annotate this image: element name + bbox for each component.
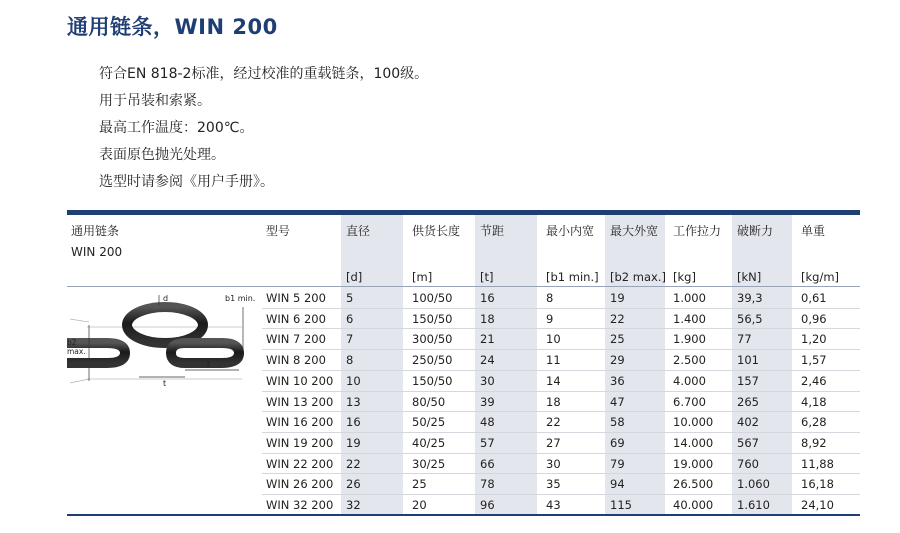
- column-header: 最大外宽: [610, 224, 659, 238]
- table-cell: 39,3: [737, 291, 763, 305]
- table-cell: 6: [346, 311, 354, 326]
- table-cell: 22: [610, 311, 625, 326]
- table-cell: 96: [480, 498, 495, 512]
- table-cell: 21: [480, 332, 495, 347]
- table-cell: 66: [480, 456, 495, 471]
- table-cell: 10.000: [673, 415, 714, 430]
- row-divider: [262, 370, 860, 371]
- dim-b2-max-label: max.: [67, 347, 86, 356]
- row-divider: [262, 411, 860, 412]
- row-divider: [262, 453, 860, 454]
- table-cell: 94: [610, 477, 625, 492]
- table-cell: 30/25: [412, 456, 446, 471]
- row-divider: [262, 391, 860, 392]
- table-cell: 22: [346, 456, 361, 471]
- table-cell: 1,20: [801, 332, 827, 347]
- table-cell: WIN 19 200: [266, 435, 334, 450]
- column-unit: [kg/m]: [801, 270, 840, 284]
- table-cell: 8,92: [801, 435, 827, 450]
- table-cell: WIN 13 200: [266, 394, 334, 409]
- table-cell: 30: [546, 456, 561, 471]
- column-header: 最小内宽: [546, 224, 595, 238]
- table-cell: 14.000: [673, 435, 714, 450]
- table-cell: WIN 8 200: [266, 353, 326, 368]
- chain-link-diagram: [67, 287, 259, 391]
- column-header: 破断力: [737, 224, 774, 238]
- table-cell: 402: [737, 415, 759, 430]
- column-unit: [d]: [346, 270, 363, 284]
- table-cell: 13: [346, 394, 361, 409]
- table-cell: 18: [546, 394, 561, 409]
- table-cell: 567: [737, 435, 759, 450]
- table-cell: 36: [610, 373, 625, 388]
- table-cell: 8: [346, 353, 354, 368]
- table-cell: 9: [546, 311, 554, 326]
- table-cell: 80/50: [412, 394, 446, 409]
- table-cell: 30: [480, 373, 495, 388]
- column-unit: [b1 min.]: [546, 270, 599, 284]
- table-cell: 69: [610, 435, 625, 450]
- table-cell: 0,96: [801, 311, 827, 326]
- table-cell: 16: [346, 415, 361, 430]
- table-cell: 25: [412, 477, 427, 492]
- table-cell: 22: [546, 415, 561, 430]
- table-cell: 77: [737, 332, 752, 347]
- table-cell: 40.000: [673, 498, 714, 512]
- table-cell: 24,10: [801, 498, 834, 512]
- table-cell: 760: [737, 456, 759, 471]
- table-cell: 10: [546, 332, 561, 347]
- table-cell: 19.000: [673, 456, 714, 471]
- table-cell: 8: [546, 291, 554, 305]
- table-group-sub: WIN 200: [71, 245, 123, 259]
- table-cell: 250/50: [412, 353, 453, 368]
- feature-item: 最高工作温度：200℃。: [99, 120, 254, 136]
- table-cell: 150/50: [412, 311, 453, 326]
- table-bottom-rule: [67, 514, 860, 516]
- row-divider: [262, 494, 860, 495]
- row-divider: [262, 473, 860, 474]
- table-cell: 57: [480, 435, 495, 450]
- table-cell: 7: [346, 332, 354, 347]
- table-cell: WIN 7 200: [266, 332, 326, 347]
- column-unit: [kN]: [737, 270, 762, 284]
- chain-link-right: [171, 343, 239, 363]
- column-header: 节距: [480, 224, 505, 238]
- table-cell: 11,88: [801, 456, 834, 471]
- table-cell: WIN 5 200: [266, 291, 326, 305]
- table-cell: 10: [346, 373, 361, 388]
- table-cell: 26.500: [673, 477, 714, 492]
- dim-t-label: t: [207, 360, 211, 369]
- table-cell: 150/50: [412, 373, 453, 388]
- dim-b2-label: b2: [67, 338, 77, 347]
- table-cell: 115: [610, 498, 632, 512]
- row-divider: [262, 328, 860, 329]
- table-cell: 32: [346, 498, 361, 512]
- column-unit: [kg]: [673, 270, 696, 284]
- table-cell: WIN 10 200: [266, 373, 334, 388]
- table-cell: 1.000: [673, 291, 706, 305]
- table-cell: 18: [480, 311, 495, 326]
- table-cell: 78: [480, 477, 495, 492]
- table-cell: 300/50: [412, 332, 453, 347]
- table-cell: 27: [546, 435, 561, 450]
- row-divider: [262, 308, 860, 309]
- table-cell: 0,61: [801, 291, 827, 305]
- column-unit: [b2 max.]: [610, 270, 666, 284]
- table-cell: 19: [610, 291, 625, 305]
- table-cell: 4.000: [673, 373, 706, 388]
- table-cell: 29: [610, 353, 625, 368]
- feature-item: 用于吊装和索紧。: [99, 93, 211, 109]
- dim-b1-label: b1 min.: [225, 294, 256, 303]
- table-cell: 265: [737, 394, 759, 409]
- table-cell: 16: [480, 291, 495, 305]
- column-header: 直径: [346, 224, 371, 238]
- page-title: 通用链条，WIN 200: [67, 15, 278, 39]
- dim-t-label: t: [163, 379, 167, 388]
- column-unit: [m]: [412, 270, 433, 284]
- table-cell: 2,46: [801, 373, 827, 388]
- table-cell: 6,28: [801, 415, 827, 430]
- table-cell: 101: [737, 353, 759, 368]
- table-cell: 39: [480, 394, 495, 409]
- table-cell: WIN 16 200: [266, 415, 334, 430]
- table-cell: 16,18: [801, 477, 834, 492]
- feature-item: 符合EN 818-2标准，经过校准的重载链条，100级。: [99, 66, 429, 82]
- row-divider: [262, 432, 860, 433]
- table-cell: 26: [346, 477, 361, 492]
- column-header: 单重: [801, 224, 826, 238]
- table-group-label: 通用链条: [71, 224, 120, 238]
- table-cell: WIN 26 200: [266, 477, 334, 492]
- table-cell: 1.400: [673, 311, 706, 326]
- feature-item: 选型时请参阅《用户手册》。: [99, 174, 274, 190]
- table-cell: 157: [737, 373, 759, 388]
- table-cell: 79: [610, 456, 625, 471]
- column-header: 型号: [266, 224, 291, 238]
- table-cell: 1.610: [737, 498, 770, 512]
- table-cell: 40/25: [412, 435, 446, 450]
- table-cell: WIN 22 200: [266, 456, 334, 471]
- table-cell: 47: [610, 394, 625, 409]
- table-cell: 25: [610, 332, 625, 347]
- column-header: 工作拉力: [673, 224, 722, 238]
- table-cell: 20: [412, 498, 427, 512]
- table-cell: 58: [610, 415, 625, 430]
- table-cell: 1.900: [673, 332, 706, 347]
- table-cell: 35: [546, 477, 561, 492]
- table-cell: 48: [480, 415, 495, 430]
- row-divider: [262, 349, 860, 350]
- table-cell: 56,5: [737, 311, 763, 326]
- table-cell: 19: [346, 435, 361, 450]
- column-header: 供货长度: [412, 224, 461, 238]
- table-cell: WIN 32 200: [266, 498, 334, 512]
- table-cell: 50/25: [412, 415, 446, 430]
- table-cell: 1,57: [801, 353, 827, 368]
- chain-link-middle: [127, 307, 203, 343]
- table-cell: 6.700: [673, 394, 706, 409]
- table-cell: 24: [480, 353, 495, 368]
- table-cell: 14: [546, 373, 561, 388]
- table-cell: 100/50: [412, 291, 453, 305]
- column-unit: [t]: [480, 270, 494, 284]
- feature-item: 表面原色抛光处理。: [99, 147, 225, 163]
- table-cell: 1.060: [737, 477, 770, 492]
- table-cell: 2.500: [673, 353, 706, 368]
- feature-list: [99, 64, 428, 199]
- dim-d-label: d: [163, 294, 169, 303]
- table-cell: 4,18: [801, 394, 827, 409]
- table-cell: 11: [546, 353, 561, 368]
- table-cell: WIN 6 200: [266, 311, 326, 326]
- table-cell: 5: [346, 291, 354, 305]
- table-cell: 43: [546, 498, 561, 512]
